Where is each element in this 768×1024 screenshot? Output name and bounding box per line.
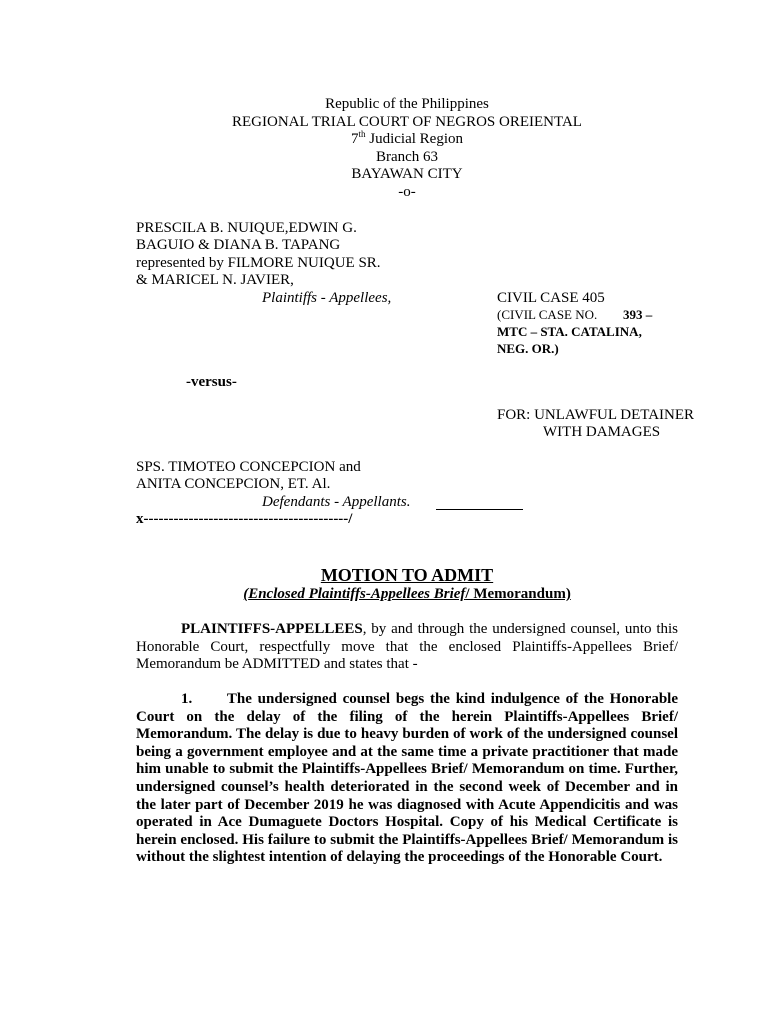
header-city: BAYAWAN CITY: [351, 166, 463, 182]
orig-case-number: 393 –: [623, 307, 653, 322]
orig-case-court: MTC – STA. CATALINA,: [497, 324, 642, 339]
nature-of-action-line-2: WITH DAMAGES: [543, 424, 661, 440]
header-separator: -o-: [398, 184, 416, 200]
caption-closing-line: x-----------------------------------------/: [136, 511, 353, 527]
case-number: CIVIL CASE 405: [497, 290, 605, 306]
header-court: REGIONAL TRIAL COURT OF NEGROS OREIENTAL: [232, 114, 582, 130]
versus-label: -versus-: [186, 374, 237, 390]
orig-case-label: (CIVIL CASE NO.: [497, 307, 598, 322]
defendants-line-1: SPS. TIMOTEO CONCEPCION and: [136, 459, 361, 475]
orig-case-place: NEG. OR.): [497, 341, 559, 356]
plaintiffs-role: Plaintiffs - Appellees,: [262, 290, 392, 306]
header-branch: Branch 63: [375, 149, 439, 165]
header-region: 7th Judicial Region: [350, 129, 463, 147]
header-republic: Republic of the Philippines: [325, 96, 489, 112]
plaintiffs-line-2: BAGUIO & DIANA B. TAPANG: [136, 237, 341, 253]
plaintiffs-line-4: & MARICEL N. JAVIER,: [136, 272, 294, 288]
plaintiffs-line-3: represented by FILMORE NUIQUE SR.: [136, 255, 381, 271]
defendants-underline: [436, 509, 523, 510]
motion-subtitle: (Enclosed Plaintiffs-Appellees Brief/ Memorandum): [243, 586, 571, 602]
intro-paragraph: PLAINTIFFS-APPELLEES, by and through the undersigned counsel, unto this Honorable Court, respectfully move that the enclosed Plaintiffs-Appellees Brief/ Memorandum be ADMITTED and states that -: [136, 621, 678, 673]
defendants-role: Defendants - Appellants.: [262, 494, 411, 510]
paragraph-1: 1. The undersigned counsel begs the kind indulgence of the Honorable Court on the delay of the filing of the herein Plaintiffs-Appellees Brief/ Memorandum. The delay is due to heavy burden of work of the undersigned counsel being a government employee and at the same time a private practitioner that made him unable to submit the Plaintiffs-Appellees Brief/ Memorandum on time. Further, undersigned counsel’s health deteriorated in the second week of December and in the later part of December 2019 he was diagnosed with Acute Appendicitis and was operated in Ace Dumaguete Doctors Hospital. Copy of his Medical Certificate is herein enclosed. His failure to submit the Plaintiffs-Appellees Brief/ Memorandum is without the slightest intention of delaying the proceedings of the Honorable Court.: [136, 691, 678, 866]
defendants-line-2: ANITA CONCEPCION, ET. Al.: [136, 476, 331, 492]
plaintiffs-line-1: PRESCILA B. NUIQUE,EDWIN G.: [136, 220, 357, 236]
motion-title: MOTION TO ADMIT: [320, 565, 494, 585]
nature-of-action-line-1: FOR: UNLAWFUL DETAINER: [497, 407, 695, 423]
